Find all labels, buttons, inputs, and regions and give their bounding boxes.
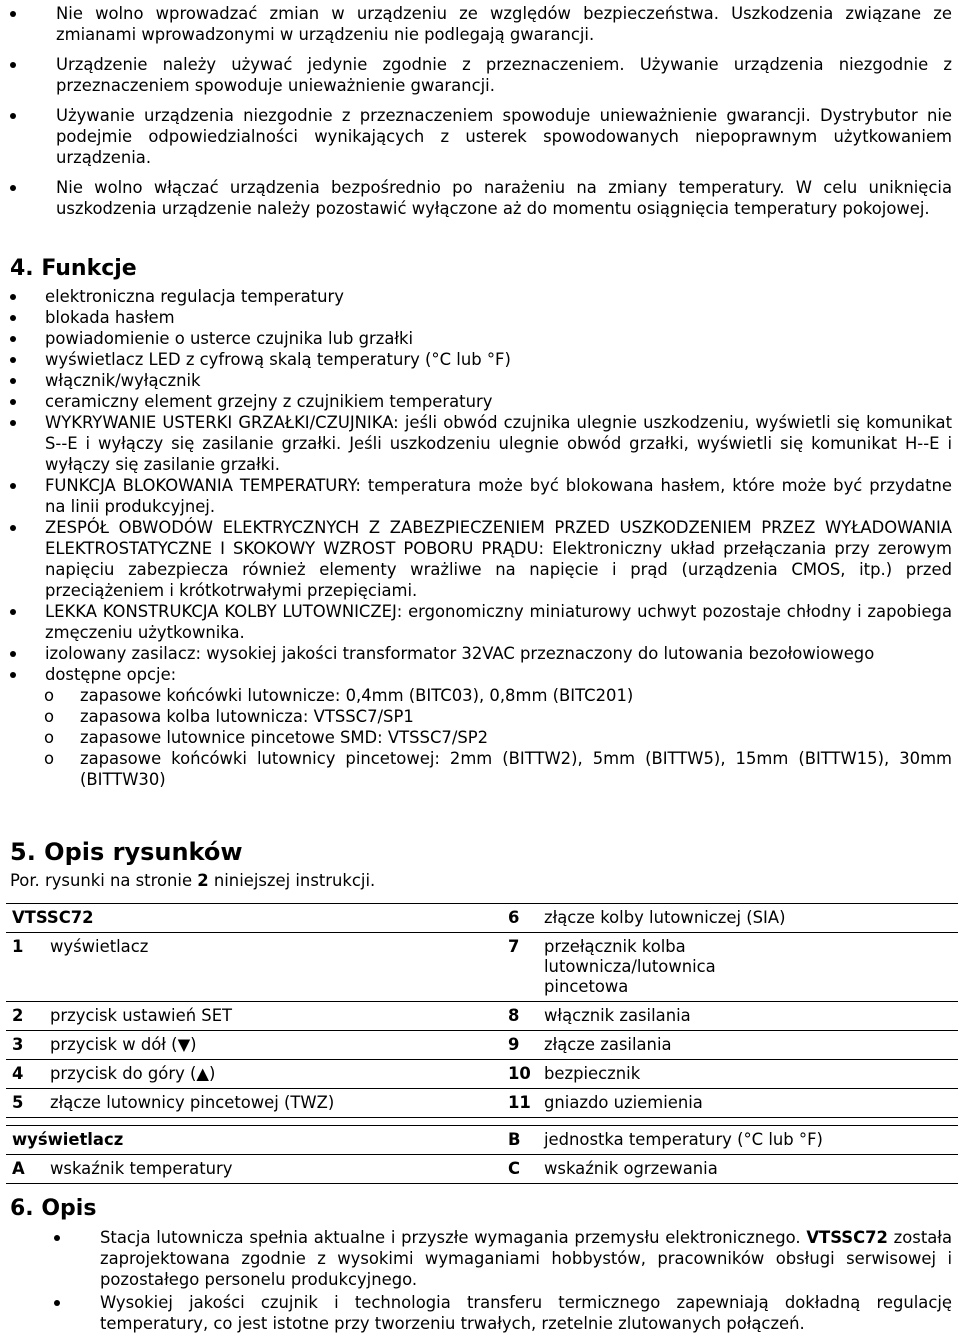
indicator-key: C [508,1159,521,1178]
list-item: Stacja lutownicza spełnia aktualne i przyszłe wymagania przemysłu elektronicznego. VTSSC72 została zaprojektowana zgodnie z wysokimi wymaganiami hobbystów, pracowników obsługi serwisowej i pozostałego personelu produkcyjnego. [100,1227,952,1290]
bullet-icon [10,11,16,17]
list-item: Nie wolno włączać urządzenia bezpośrednio po narażeniu na zmiany temperatury. W celu uniknięcia uszkodzenia urządzenie należy pozostawić wyłączone aż do momentu osiągnięcia temperatury pokojowej. [56,177,952,219]
option-item: o zapasowe końcówki lutownicy pincetowej: 2mm (BITTW2), 5mm (BITTW5), 15mm (BITTW15), 30mm (BITTW30) [44,749,952,789]
list-item: izolowany zasilacz: wysokiej jakości transformator 32VAC przeznaczony do lutowania bezołowiowego [45,643,952,664]
part-label: włącznik zasilania [544,1006,691,1025]
part-number: 1 [12,937,24,956]
option-item: o zapasowe końcówki lutownicze: 0,4mm (BITC03), 0,8mm (BITC201) [44,686,634,705]
list-item: powiadomienie o usterce czujnika lub grzałki [45,328,952,349]
part-label: przełącznik kolba lutownicza/lutownica pincetowa [544,937,716,996]
list-item: ZESPÓŁ OBWODÓW ELEKTRYCZNYCH Z ZABEZPIECZENIEM PRZED USZKODZENIEM PRZEZ WYŁADOWANIA ELEKTROSTATYCZNE I SKOKOWY WZROST POBORU PRĄDU: Elektroniczny układ przełączania przy zerowym napięciu zabezpiecza również elementy wrażliwe na napięcie i prąd (urządzenia CMOS, itp.) przed przeciążeniem i krótkotrwałymi przepięciami. [45,517,952,601]
option-marker: o [44,707,55,726]
part-label: przycisk w dół (▼) [50,1035,197,1054]
bullet-icon [10,420,16,426]
list-item: wyświetlacz LED z cyfrową skalą temperatury (°C lub °F) [45,349,952,370]
indicator-label: wskaźnik ogrzewania [544,1159,718,1178]
part-number: 2 [12,1006,24,1025]
indicator-label: jednostka temperatury (°C lub °F) [544,1130,823,1149]
table-row [6,1155,958,1184]
list-item: Nie wolno wprowadzać zmian w urządzeniu ze względów bezpieczeństwa. Uszkodzenia związane ze zmianami wprowadzonymi w urządzeniu nie podlegają gwarancji. [56,3,952,45]
list-item: blokada hasłem [45,307,952,328]
list-item: LEKKA KONSTRUKCJA KOLBY LUTOWNICZEJ: ergonomiczny miniaturowy uchwyt pozostaje chłodny i zapobiega zmęczeniu użytkownika. [45,601,952,643]
list-item: dostępne opcje: [45,664,952,685]
list-item: FUNKCJA BLOKOWANIA TEMPERATURY: temperatura może być blokowana hasłem, które może być przydatne na linii produkcyjnej. [45,475,952,517]
part-number: 4 [12,1064,24,1083]
table-row [6,1089,958,1118]
indicator-label: wskaźnik temperatury [50,1159,233,1178]
part-label: gniazdo uziemienia [544,1093,703,1112]
table-row [6,933,958,1002]
option-marker: o [44,686,55,705]
bullet-icon [54,1300,60,1306]
section-heading: 5. Opis rysunków [10,838,243,866]
option-item: o zapasowa kolba lutownicza: VTSSC7/SP1 [44,707,414,726]
part-label: bezpiecznik [544,1064,641,1083]
part-number: 7 [508,937,520,956]
bullet-icon [10,378,16,384]
bullet-icon [10,357,16,363]
part-label: przycisk ustawień SET [50,1006,233,1025]
part-number: 8 [508,1006,520,1025]
part-number: 5 [12,1093,24,1112]
indicator-key: B [508,1130,521,1149]
part-label: złącze kolby lutowniczej (SIA) [544,908,786,927]
part-label: przycisk do góry (▲) [50,1064,216,1083]
section-heading: 4. Funkcje [10,256,137,281]
bullet-icon [10,113,16,119]
indicator-key: A [12,1159,25,1178]
bullet-icon [10,185,16,191]
list-item: Używanie urządzenia niezgodnie z przeznaczeniem spowoduje unieważnienie gwarancji. Dystrybutor nie podejmie odpowiedzialności wynikających z usterek spowodowanych niepoprawnym użytkowaniem urządzenia. [56,105,952,168]
bullet-icon [10,609,16,615]
table-row [6,904,958,933]
part-number: 6 [508,908,520,927]
bullet-icon [10,525,16,531]
table-row [6,1002,958,1031]
model-name: VTSSC72 [12,908,94,927]
bullet-icon [10,483,16,489]
part-number: 3 [12,1035,24,1054]
option-marker: o [44,728,55,747]
bullet-icon [10,399,16,405]
bullet-icon [10,672,16,678]
option-item: o zapasowe lutownice pincetowe SMD: VTSSC7/SP2 [44,728,489,747]
part-label: złącze lutownicy pincetowej (TWZ) [50,1093,335,1112]
figure-reference: Por. rysunki na stronie 2 niniejszej instrukcji. [10,871,376,890]
part-number: 10 [508,1064,531,1083]
bullet-icon [54,1235,60,1241]
option-marker: o [44,749,55,768]
bullet-icon [10,336,16,342]
section-heading: 6. Opis [10,1196,97,1221]
section-functions [0,252,960,790]
list-item: WYKRYWANIE USTERKI GRZAŁKI/CZUJNIKA: jeśli obwód czujnika ulegnie uszkodzeniu, wyświetli się komunikat S--E i wyłączy się zasilanie grzałki. Jeśli uszkodzeniu ulegnie obwód grzałki, wyświetli się komunikat H--E i wyłączy się zasilanie grzałki. [45,412,952,475]
list-item: elektroniczna regulacja temperatury [45,286,952,307]
list-item: włącznik/wyłącznik [45,370,952,391]
part-number: 11 [508,1093,531,1112]
table-row [6,1060,958,1089]
display-table [6,1125,958,1184]
list-item: Urządzenie należy używać jedynie zgodnie z przeznaczeniem. Używanie urządzenia niezgodnie z przeznaczeniem spowoduje unieważnienie gwarancji. [56,54,952,96]
part-label: złącze zasilania [544,1035,672,1054]
list-item: ceramiczny element grzejny z czujnikiem temperatury [45,391,952,412]
bullet-icon [10,315,16,321]
bullet-icon [10,294,16,300]
part-label: wyświetlacz [50,937,149,956]
safety-bullets [0,0,960,219]
table-row [6,1031,958,1060]
display-title: wyświetlacz [12,1130,124,1149]
part-number: 9 [508,1035,520,1054]
section-description [0,1193,960,1334]
parts-table [6,903,958,1118]
bullet-icon [10,651,16,657]
list-item: Wysokiej jakości czujnik i technologia transferu termicznego zapewniają dokładną regulację temperatury, co jest istotne przy tworzeniu trwałych, rzetelnie zlutowanych połączeń. [100,1292,952,1334]
section-figure-description [0,838,960,891]
bullet-icon [10,62,16,68]
table-row [6,1126,958,1155]
